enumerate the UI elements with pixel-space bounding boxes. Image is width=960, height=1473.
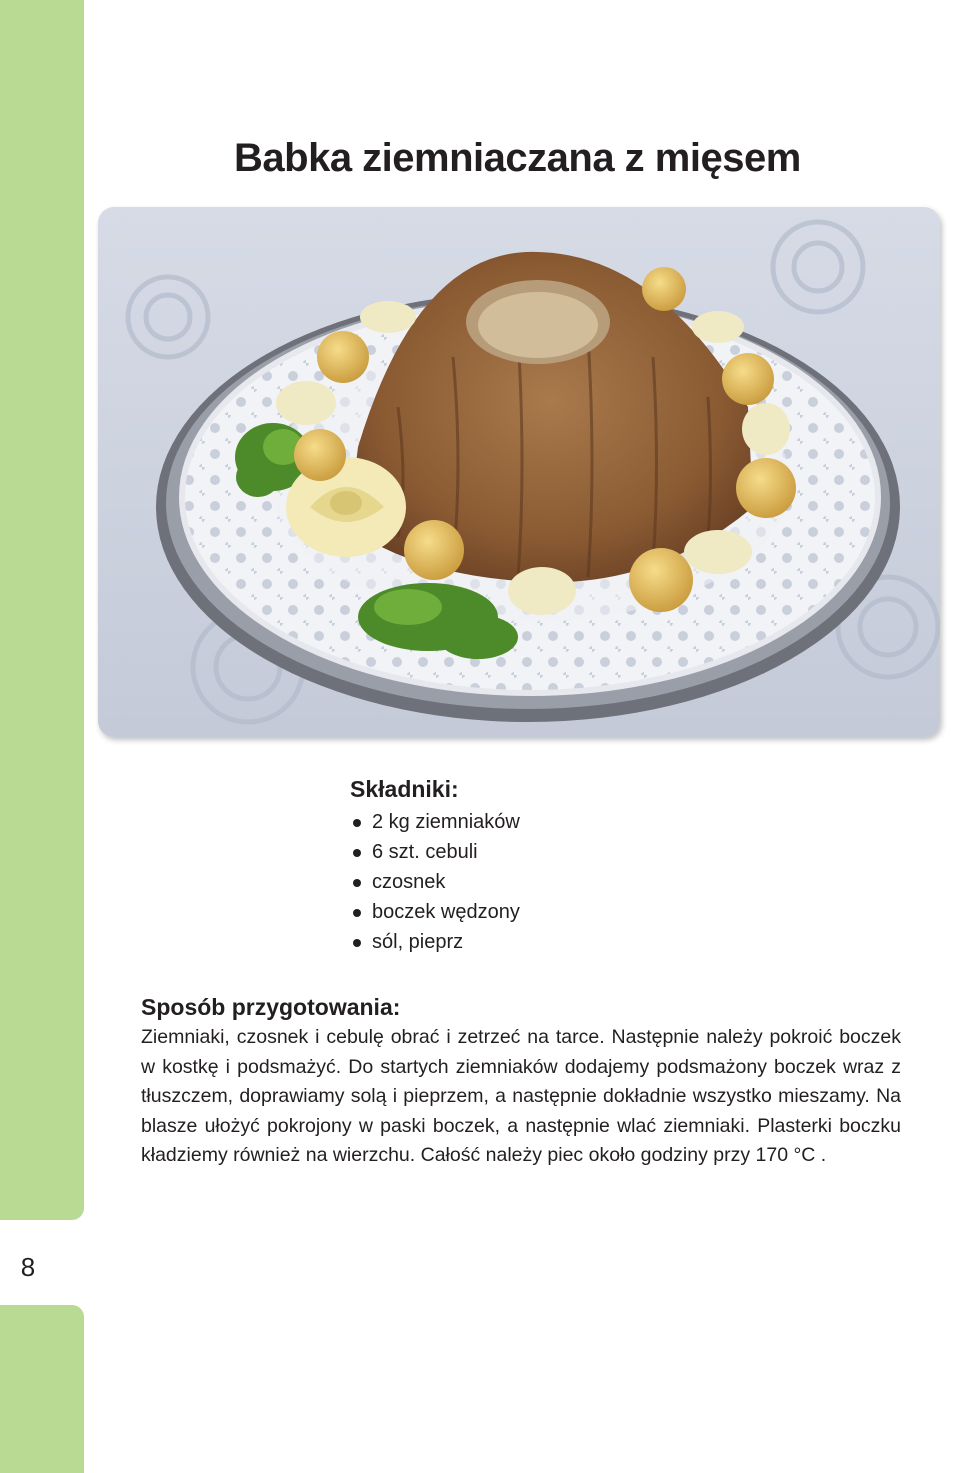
ingredient-item: czosnek <box>350 867 520 897</box>
ingredients-heading: Składniki: <box>350 776 459 802</box>
method-section <box>141 994 901 1171</box>
ingredient-item: sól, pieprz <box>350 927 520 957</box>
method-text: Ziemniaki, czosnek i cebulę obrać i zetrzeć na tarce. Następnie należy pokroić boczek w kostkę i podsmażyć. Do startych ziemniaków dodajemy podsmażony boczek wraz z tłuszczem, doprawiamy solą i pieprzem, a następnie dokładnie wszystko mieszamy. Na blasze ułożyć pokrojony w paski boczek, a następnie wlać ziemniaki. Plasterki boczku kładziemy również na wierzchu. Całość należy piec około godziny przy 170 °C . <box>141 1026 901 1167</box>
ingredients-section <box>350 776 520 957</box>
sidebar-accent-top <box>0 0 84 1220</box>
method-heading: Sposób przygotowania: <box>141 994 401 1020</box>
ingredient-item: 2 kg ziemniaków <box>350 807 520 837</box>
sidebar-accent-bottom <box>0 1305 84 1473</box>
baked-potato-babka-icon <box>98 207 940 737</box>
recipe-photo <box>98 207 940 737</box>
ingredients-list <box>350 807 520 957</box>
ingredient-item: 6 szt. cebuli <box>350 837 520 867</box>
ingredient-item: boczek wędzony <box>350 897 520 927</box>
page-number: 8 <box>20 1252 36 1282</box>
recipe-title: Babka ziemniaczana z mięsem <box>234 136 801 180</box>
